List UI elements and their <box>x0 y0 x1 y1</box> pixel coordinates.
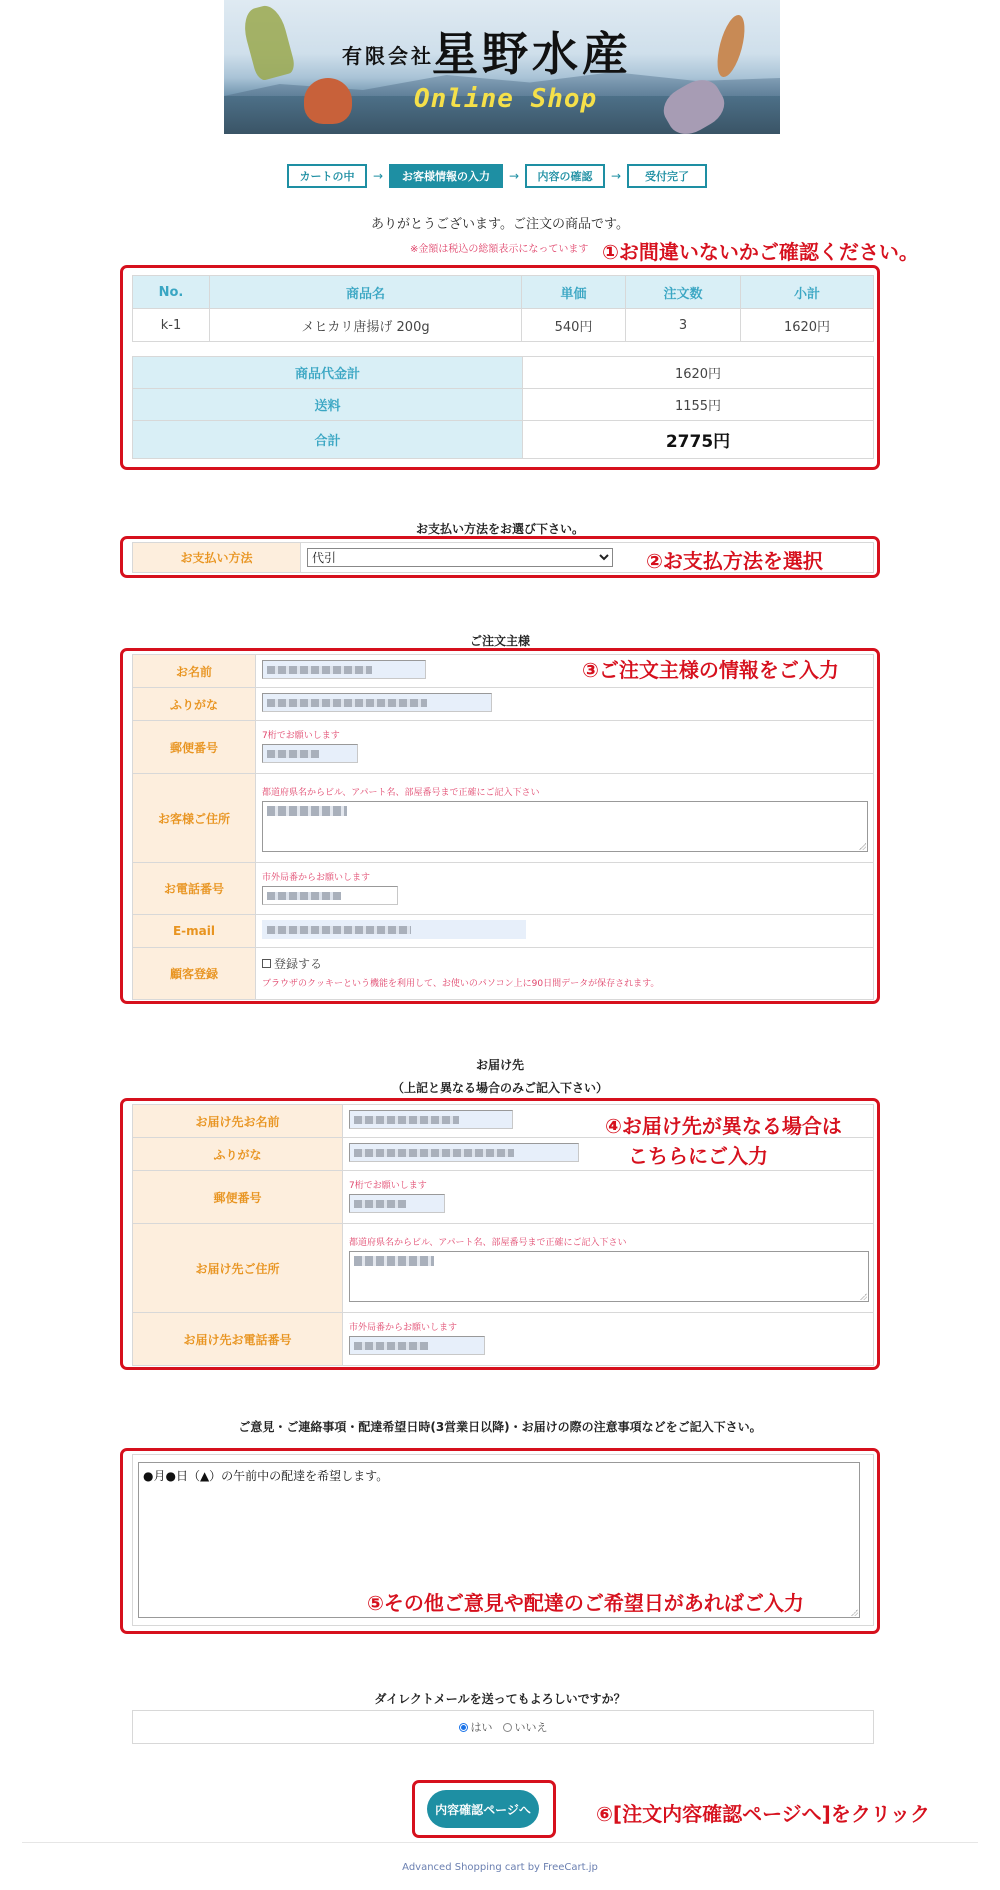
footer-credit-link[interactable]: Advanced Shopping cart by FreeCart.jp <box>402 1862 598 1873</box>
delivery-phone-label: お届け先お電話番号 <box>133 1313 343 1366</box>
register-checkbox[interactable] <box>262 959 271 968</box>
phone-label: お電話番号 <box>133 863 256 915</box>
delivery-name-label: お届け先お名前 <box>133 1105 343 1138</box>
summary-label: 送料 <box>133 389 523 421</box>
payment-method-select[interactable] <box>307 548 613 567</box>
delivery-name-input[interactable] <box>349 1110 513 1129</box>
payment-section-title: お支払い方法をお選び下さい。 <box>415 522 584 536</box>
radio-checked-icon[interactable] <box>459 1723 468 1732</box>
thanks-message: ありがとうございます。ご注文の商品です。 <box>371 217 629 232</box>
table-row <box>133 309 874 342</box>
delivery-section-subtitle: （上記と異なる場合のみご記入下さい） <box>391 1081 608 1095</box>
customer-section-title: ご注文主様 <box>469 634 530 648</box>
footer-divider <box>22 1842 978 1843</box>
direct-mail-question: ダイレクトメールを送ってもよろしいですか？ <box>374 1692 626 1706</box>
zip-hint: 7桁でお願いします <box>262 731 340 741</box>
cell-no: k-1 <box>133 309 210 342</box>
delivery-address-textarea[interactable] <box>349 1251 869 1302</box>
register-hint: ブラウザのクッキーという機能を利用して、お使いのパソコン上に90日間データが保存されます。 <box>262 979 660 989</box>
email-label: E-mail <box>133 915 256 948</box>
comments-section-title: ご意見・ご連絡事項・配達希望日時(3営業日以降)・お届けの際の注意事項などをご記入下さい。 <box>238 1420 762 1434</box>
checkout-steps <box>287 164 707 188</box>
address-hint: 都道府県名からビル、アパート名、部屋番号まで正確にご記入下さい <box>262 787 540 798</box>
company-name: 星野水産 <box>432 27 632 81</box>
customer-address-textarea[interactable] <box>262 801 868 852</box>
resize-handle-icon[interactable] <box>851 1609 858 1616</box>
phone-hint: 市外局番からお願いします <box>262 872 371 883</box>
col-product-name: 商品名 <box>210 276 522 309</box>
banner-tagline: Online Shop <box>414 84 598 114</box>
delivery-section-title: お届け先 <box>475 1058 524 1072</box>
summary-row-shipping <box>133 389 874 421</box>
table-header-row <box>133 276 874 309</box>
delivery-phone-input[interactable] <box>349 1336 485 1355</box>
summary-value: 1620円 <box>523 357 874 389</box>
shop-banner <box>224 0 780 134</box>
delivery-kana-label: ふりがな <box>133 1138 343 1171</box>
step-arrow: → <box>508 169 520 183</box>
step-confirm: 内容の確認 <box>525 164 605 188</box>
tax-note: ※金額は税込の総額表示になっています <box>410 244 589 255</box>
cell-product-name: メヒカリ唐揚げ 200g <box>210 309 522 342</box>
col-quantity: 注文数 <box>626 276 741 309</box>
zip-label: 郵便番号 <box>133 721 256 774</box>
payment-method-label: お支払い方法 <box>133 543 301 573</box>
annotation-4-line2: こちらにご入力 <box>628 1144 768 1168</box>
direct-mail-options <box>132 1710 874 1744</box>
step-complete: 受付完了 <box>627 164 707 188</box>
col-no: No. <box>133 276 210 309</box>
squid-illustration-icon <box>239 2 296 82</box>
customer-form-table <box>132 654 874 1000</box>
name-label: お名前 <box>133 655 256 688</box>
delivery-phone-hint: 市外局番からお願いします <box>349 1323 458 1333</box>
customer-phone-input[interactable] <box>262 886 398 905</box>
step-arrow: → <box>372 169 384 183</box>
resize-handle-icon[interactable] <box>859 843 866 850</box>
direct-mail-no-radio[interactable]: いいえ <box>503 1719 548 1735</box>
delivery-address-hint: 都道府県名からビル、アパート名、部屋番号まで正確にご記入下さい <box>349 1237 627 1248</box>
annotation-5: ⑤その他ご意見や配達のご希望日があればご入力 <box>367 1591 804 1615</box>
comments-textarea[interactable]: ●月●日（▲）の午前中の配達を希望します。 <box>138 1462 860 1618</box>
delivery-zip-input[interactable] <box>349 1194 445 1213</box>
annotation-4-line1: ④お届け先が異なる場合は <box>605 1114 842 1138</box>
summary-row-grand-total <box>133 421 874 459</box>
resize-handle-icon[interactable] <box>860 1293 867 1300</box>
direct-mail-yes-radio[interactable]: はい <box>459 1719 493 1735</box>
register-label: 顧客登録 <box>133 948 256 1000</box>
step-cart: カートの中 <box>287 164 367 188</box>
grand-total-value: 2775円 <box>523 421 874 459</box>
annotation-1: ①お間違いないかご確認ください。 <box>602 240 919 264</box>
confirm-page-button[interactable]: 内容確認ページへ <box>427 1790 539 1828</box>
step-customer-info: お客様情報の入力 <box>389 164 503 188</box>
summary-row-items-total <box>133 357 874 389</box>
annotation-6: ⑥[注文内容確認ページへ]をクリック <box>596 1802 931 1826</box>
delivery-kana-input[interactable] <box>349 1143 579 1162</box>
order-items-table <box>132 275 874 342</box>
register-checkbox-label[interactable]: 登録する <box>262 955 873 972</box>
kana-label: ふりがな <box>133 688 256 721</box>
step-arrow: → <box>610 169 622 183</box>
delivery-address-label: お届け先ご住所 <box>133 1224 343 1313</box>
shrimp-illustration-icon <box>712 12 750 80</box>
address-label: お客様ご住所 <box>133 774 256 863</box>
company-prefix: 有限会社 <box>342 44 434 68</box>
col-unit-price: 単価 <box>522 276 626 309</box>
customer-name-input[interactable] <box>262 660 426 679</box>
octopus-illustration-icon <box>304 78 352 124</box>
customer-zip-input[interactable] <box>262 744 358 763</box>
cell-subtotal: 1620円 <box>741 309 874 342</box>
cell-quantity: 3 <box>626 309 741 342</box>
cell-unit-price: 540円 <box>522 309 626 342</box>
delivery-zip-label: 郵便番号 <box>133 1171 343 1224</box>
summary-value: 1155円 <box>523 389 874 421</box>
summary-label: 合計 <box>133 421 523 459</box>
delivery-zip-hint: 7桁でお願いします <box>349 1181 427 1191</box>
order-summary-table <box>132 356 874 459</box>
radio-unchecked-icon[interactable] <box>503 1723 512 1732</box>
col-subtotal: 小計 <box>741 276 874 309</box>
customer-kana-input[interactable] <box>262 693 492 712</box>
annotation-2: ②お支払方法を選択 <box>646 549 823 573</box>
customer-email-input[interactable] <box>262 920 526 939</box>
annotation-3: ③ご注文主様の情報をご入力 <box>582 658 839 682</box>
summary-label: 商品代金計 <box>133 357 523 389</box>
